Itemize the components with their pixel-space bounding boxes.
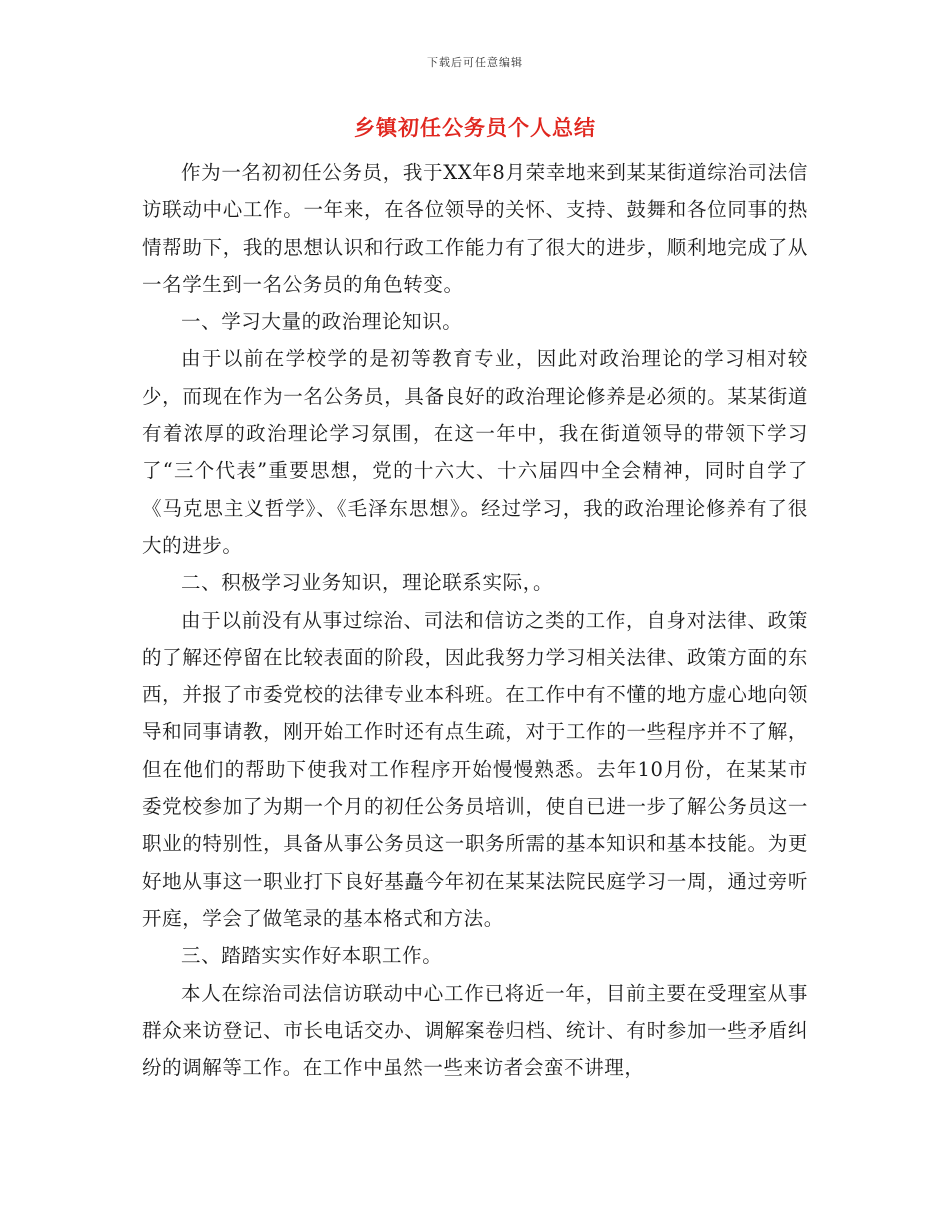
document-title: 乡镇初任公务员个人总结 bbox=[354, 115, 596, 140]
section-heading-1: 一、学习大量的政治理论知识。 bbox=[181, 310, 463, 334]
paragraph-section-3: 本人在综治司法信访联动中心工作已将近一年，目前主要在受理室从事群众来访登记、市长电话交办、调解案卷归档、统计、有时参加一些矛盾纠纷的调解等工作。在工作中虽然一些来访者会蛮不讲理， bbox=[142, 981, 808, 1080]
paragraph-intro: 作为一名初初任公务员，我于XX年8月荣幸地来到某某街道综治司法信访联动中心工作。一年来，在各位领导的关怀、支持、鼓舞和各位同事的热情帮助下，我的思想认识和行政工作能力有了很大的进步，顺利地完成了从一名学生到一名公务员的角色转变。 bbox=[142, 161, 808, 296]
section-heading-2: 二、积极学习业务知识，理论联系实际，。 bbox=[181, 571, 554, 595]
section-heading-3: 三、踏踏实实作好本职工作。 bbox=[181, 944, 443, 968]
header-note: 下载后可任意编辑 bbox=[427, 56, 523, 69]
paragraph-section-2: 由于以前没有从事过综治、司法和信访之类的工作，自身对法律、政策的了解还停留在比较表面的阶段，因此我努力学习相关法律、政策方面的东西，并报了市委党校的法律专业本科班。在工作中有不懂的地方虚心地向领导和同事请教，刚开始工作时还有点生疏，对于工作的一些程序并不了解，但在他们的帮助下使我对工作程序开始慢慢熟悉。去年10月份，在某某市委党校参加了为期一个月的初任公务员培训，使自已进一步了解公务员这一职业的特别性，具备从事公务员这一职务所需的基本知识和基本技能。为更好地从事这一职业打下良好基矗今年初在某某法院民庭学习一周，通过旁听开庭，学会了做笔录的基本格式和方法。 bbox=[142, 608, 808, 930]
document-body bbox=[142, 154, 808, 1086]
paragraph-section-1: 由于以前在学校学的是初等教育专业，因此对政治理论的学习相对较少，而现在作为一名公务员，具备良好的政治理论修养是必须的。某某街道有着浓厚的政治理论学习氛围，在这一年中，我在街道领导的带领下学习了“三个代表”重要思想，党的十六大、十六届四中全会精神，同时自学了《马克思主义哲学》、《毛泽东思想》。经过学习，我的政治理论修养有了很大的进步。 bbox=[142, 347, 808, 557]
